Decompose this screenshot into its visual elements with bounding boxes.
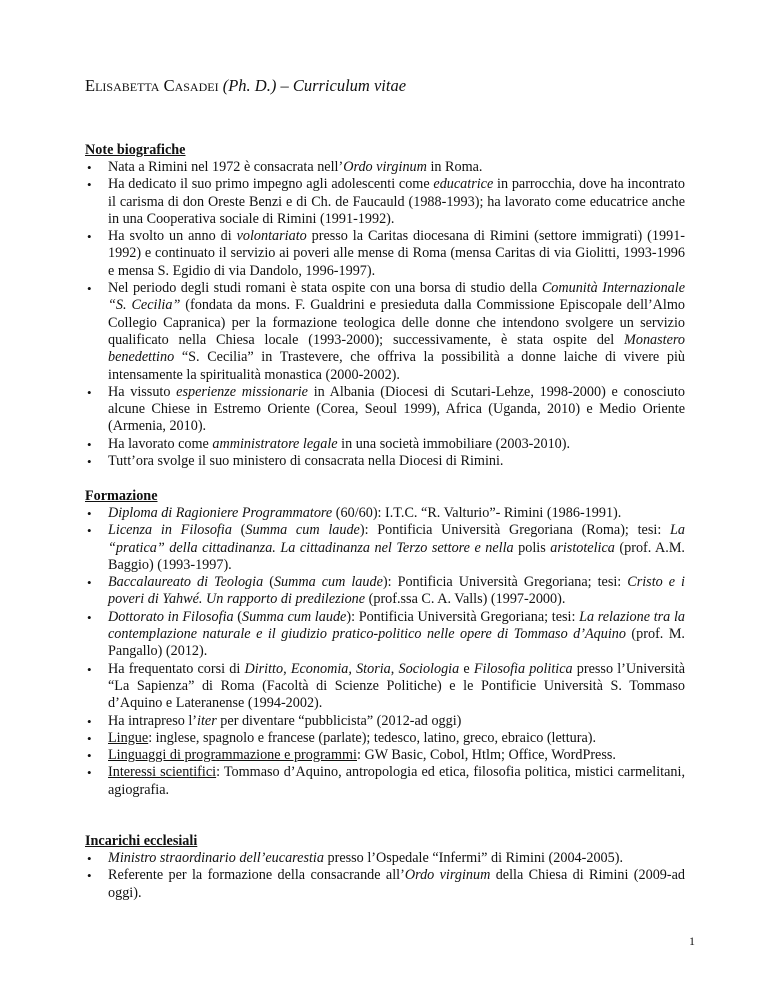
list-item: • Ha intrapreso l’iter per diventare “pubblicista” (2012-ad oggi)	[85, 713, 685, 730]
author-degree: (Ph. D.)	[222, 76, 277, 95]
italic-text: La relazione tra la contemplazione naturale e il giudizio pratico-politico nelle opere di Tommaso d’Aquino	[108, 608, 685, 643]
list-item: • Referente per la formazione della consacrande all’Ordo virginum della Chiesa di Rimini (2009-ad oggi).	[85, 867, 685, 902]
document-subtitle: Curriculum vitae	[292, 76, 407, 95]
underlined-label: Interessi scientifici	[108, 764, 217, 781]
italic-text: Ordo virginum	[343, 159, 427, 175]
list-item: • Tutt’ora svolge il suo ministero di consacrata nella Diocesi di Rimini.	[85, 453, 685, 470]
list-item: • Ministro straordinario dell’eucarestia presso l’Ospedale “Infermi” di Rimini (2004-2005).	[85, 850, 685, 867]
section-formazione	[85, 488, 685, 799]
italic-text: iter	[197, 712, 217, 729]
section-note-biografiche	[85, 142, 685, 470]
italic-text: amministratore legale	[212, 435, 338, 452]
italic-text: educatrice	[433, 176, 494, 193]
italic-text: Comunità Internazionale “S. Cecilia”	[108, 280, 686, 314]
bullet-list	[85, 505, 685, 799]
italic-text: Filosofia politica	[473, 660, 573, 677]
list-item: • Ha frequentato corsi di Diritto, Economia, Storia, Sociologia e Filosofia politica presso l’Università “La Sapienza” di Roma (Facoltà di Scienze Politiche) e le Pontificie Università S. Tommaso d’Aquino e Lateranense (1994-2002).	[85, 661, 685, 713]
author-last-name: Casadei	[163, 76, 219, 95]
italic-text: Diritto	[244, 660, 284, 677]
title-dash: –	[276, 76, 293, 95]
list-item: • Nata a Rimini nel 1972 è consacrata nell’Ordo virginum in Roma.	[85, 159, 685, 176]
italic-text: La “pratica” della cittadinanza. La cittadinanza nel Terzo settore e nella	[108, 522, 685, 556]
list-item: • Baccalaureato di Teologia (Summa cum laude): Pontificia Università Gregoriana; tesi: Cristo e i poveri di Yahwé. Un rapporto di predilezione (prof.ssa C. A. Valls) (1997-2000).	[85, 574, 685, 609]
list-item: • Nel periodo degli studi romani è stata ospite con una borsa di studio della Comunità Internazionale “S. Cecilia” (fondata da mons. F. Gualdrini e presieduta dalla Commissione Episcopale dell’Almo Collegio Capranica) per la formazione teologica delle donne che intendono svolgere un servizio qualificato nella Chiesa locale (1993-2000); successivamente, è stata ospite del Monastero benedettino “S. Cecilia” in Trastevere, che offriva la possibilità a donne laiche di vivere più intensamente la spiritualità monastica (2000-2002).	[85, 280, 685, 384]
italic-text: Cristo e i poveri di Yahwé. Un rapporto di predilezione	[108, 574, 685, 608]
italic-text: Economia, Storia	[290, 660, 391, 677]
list-item: • Ha vissuto esperienze missionarie in Albania (Diocesi di Scutari-Lehze, 1998-2000) e conosciuto alcune Chiese in Estremo Oriente (Corea, Seoul 1999), Africa (Uganda, 2010) e Medio Oriente (Armenia, 2010).	[85, 384, 685, 436]
bullet-list	[85, 159, 685, 470]
italic-text: aristotelica	[550, 539, 615, 556]
page-number: 1	[689, 934, 695, 948]
underlined-label: Lingue	[108, 729, 149, 746]
section-heading: Formazione	[85, 488, 158, 504]
italic-text: Summa cum laude	[273, 574, 383, 591]
italic-text: Licenza in Filosofia	[108, 522, 232, 539]
italic-text: Ministro straordinario dell’eucarestia	[108, 850, 324, 866]
section-heading: Incarichi ecclesiali	[85, 833, 198, 849]
list-item: • Licenza in Filosofia (Summa cum laude): Pontificia Università Gregoriana (Roma); tesi: La “pratica” della cittadinanza. La cittadinanza nel Terzo settore e nella polis aristotelica (prof. A.M. Baggio) (1993-1997).	[85, 522, 685, 574]
italic-text: Diploma di Ragioniere Programmatore	[108, 505, 333, 521]
list-item: • Ha dedicato il suo primo impegno agli adolescenti come educatrice in parrocchia, dove ha incontrato il carisma di don Oreste Benzi e di Ch. de Faucauld (1988-1993); ha lavorato come educatrice anche in una Cooperativa sociale di Rimini (1991-1992).	[85, 176, 685, 228]
italic-text: volontariato	[236, 228, 307, 245]
bullet-list	[85, 850, 685, 902]
italic-text: Monastero benedettino	[108, 331, 685, 366]
list-item: • Ha svolto un anno di volontariato presso la Caritas diocesana di Rimini (settore immigrati) (1991-1992) e continuato il servizio ai poveri alle mense di Roma (mensa Caritas di via Giolitti, 1993-1996 e mensa S. Egidio di via Dandolo, 1996-1997).	[85, 228, 685, 280]
list-item: • Lingue: inglese, spagnolo e francese (parlate); tedesco, latino, greco, ebraico (lettura).	[85, 730, 685, 747]
list-item: • Diploma di Ragioniere Programmatore (60/60): I.T.C. “R. Valturio”- Rimini (1986-1991).	[85, 505, 685, 522]
document-title	[85, 76, 406, 96]
author-first-name: Elisabetta	[85, 76, 160, 95]
list-item: • Dottorato in Filosofia (Summa cum laude): Pontificia Università Gregoriana; tesi: La relazione tra la contemplazione naturale e il giudizio pratico-politico nelle opere di Tommaso d’Aquino (prof. M. Pangallo) (2012).	[85, 609, 685, 661]
section-incarichi-ecclesiali	[85, 833, 685, 902]
underlined-label: Linguaggi di programmazione e programmi	[108, 747, 357, 764]
italic-text: Dottorato in Filosofia	[108, 608, 234, 625]
italic-text: Sociologia	[398, 660, 460, 677]
italic-text: esperienze missionarie	[176, 383, 308, 400]
italic-text: Summa cum laude	[245, 522, 360, 539]
list-item: • Interessi scientifici: Tommaso d’Aquino, antropologia ed etica, filosofia politica, mistici carmelitani, agiografia.	[85, 764, 685, 799]
italic-text: Baccalaureato di Teologia	[108, 574, 264, 591]
list-item: • Ha lavorato come amministratore legale in una società immobiliare (2003-2010).	[85, 436, 685, 453]
list-item: • Linguaggi di programmazione e programmi: GW Basic, Cobol, Htlm; Office, WordPress.	[85, 747, 685, 764]
italic-text: Ordo virginum	[404, 867, 491, 884]
section-heading: Note biografiche	[85, 142, 186, 158]
italic-text: Summa cum laude	[242, 608, 347, 625]
